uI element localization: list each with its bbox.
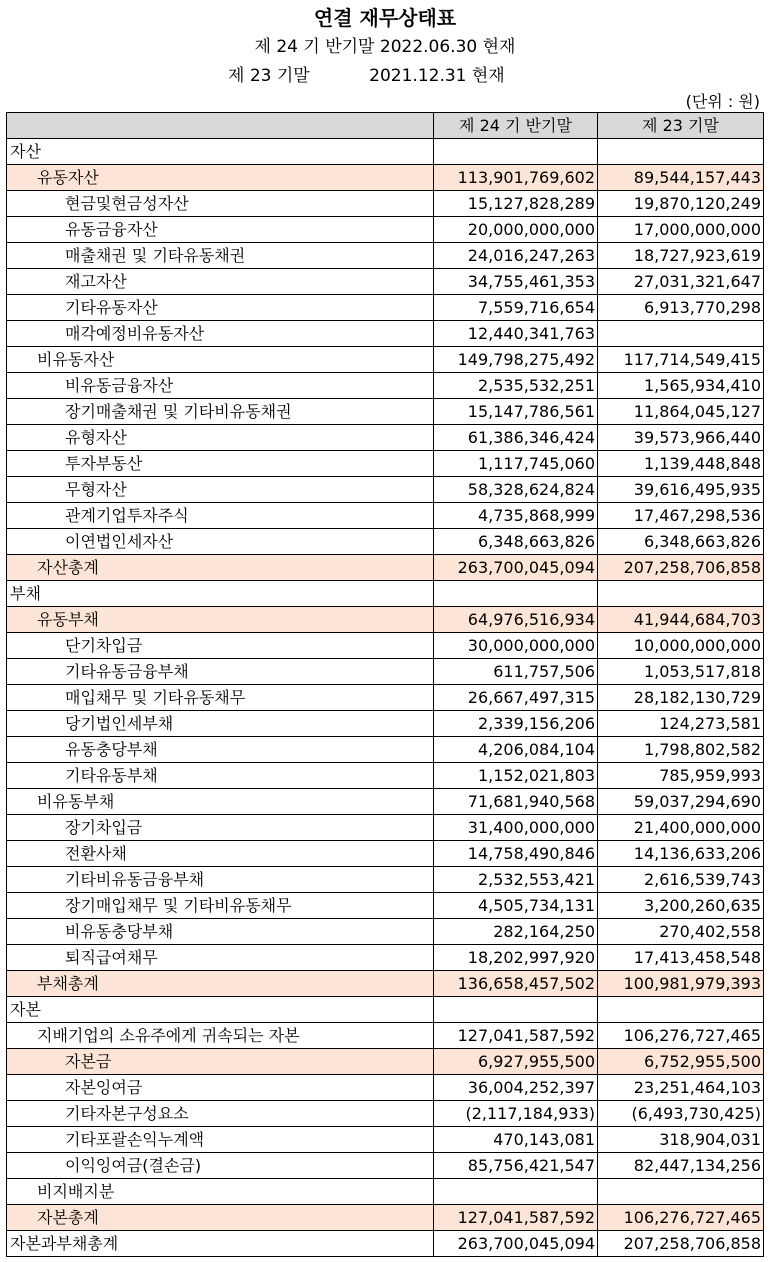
prior-period-value: 124,273,581 — [598, 711, 764, 737]
prior-period-value: 14,136,633,206 — [598, 841, 764, 867]
account-label: 기타유동자산 — [7, 295, 434, 321]
account-label: 장기매출채권 및 기타비유동채권 — [7, 399, 434, 425]
current-period-value: 15,147,786,561 — [434, 399, 598, 425]
prior-period-value: 106,276,727,465 — [598, 1023, 764, 1049]
account-label: 기타유동부채 — [7, 763, 434, 789]
prior-period-value: 17,467,298,536 — [598, 503, 764, 529]
column-header-account — [7, 113, 434, 139]
table-row — [7, 815, 764, 841]
current-period-value: 149,798,275,492 — [434, 347, 598, 373]
prior-period-value — [598, 321, 764, 347]
account-label: 유동충당부채 — [7, 737, 434, 763]
table-row — [7, 347, 764, 373]
account-label: 투자부동산 — [7, 451, 434, 477]
current-period-value: 127,041,587,592 — [434, 1023, 598, 1049]
account-label: 자산총계 — [7, 555, 434, 581]
account-label: 재고자산 — [7, 269, 434, 295]
account-label: 자본 — [7, 997, 434, 1023]
current-period-value — [434, 997, 598, 1023]
current-period-value: 2,532,553,421 — [434, 867, 598, 893]
table-row — [7, 451, 764, 477]
table-row — [7, 685, 764, 711]
prior-period-value: 18,727,923,619 — [598, 243, 764, 269]
account-label: 매각예정비유동자산 — [7, 321, 434, 347]
account-label: 비유동자산 — [7, 347, 434, 373]
prior-period-value: 17,000,000,000 — [598, 217, 764, 243]
table-row — [7, 503, 764, 529]
account-label: 유동금융자산 — [7, 217, 434, 243]
prior-period-value: 19,870,120,249 — [598, 191, 764, 217]
prior-period-value: 59,037,294,690 — [598, 789, 764, 815]
account-label: 장기차입금 — [7, 815, 434, 841]
prior-period-value: 6,913,770,298 — [598, 295, 764, 321]
unit-label: (단위 : 원) — [685, 92, 760, 111]
current-period-value: 127,041,587,592 — [434, 1205, 598, 1231]
current-period-value: 15,127,828,289 — [434, 191, 598, 217]
account-label: 매출채권 및 기타유동채권 — [7, 243, 434, 269]
prior-period-value: 39,616,495,935 — [598, 477, 764, 503]
current-period-value: 263,700,045,094 — [434, 1231, 598, 1257]
prior-period-value: 207,258,706,858 — [598, 1231, 764, 1257]
table-row — [7, 529, 764, 555]
account-label: 부채 — [7, 581, 434, 607]
current-period-value: (2,117,184,933) — [434, 1101, 598, 1127]
current-period-value: 36,004,252,397 — [434, 1075, 598, 1101]
table-row — [7, 971, 764, 997]
table-row — [7, 217, 764, 243]
account-label: 장기매입채무 및 기타비유동채무 — [7, 893, 434, 919]
account-label: 유형자산 — [7, 425, 434, 451]
prior-period-value: 100,981,979,393 — [598, 971, 764, 997]
account-label: 매입채무 및 기타유동채무 — [7, 685, 434, 711]
current-period-value: 470,143,081 — [434, 1127, 598, 1153]
current-period-value: 24,016,247,263 — [434, 243, 598, 269]
account-label: 비지배지분 — [7, 1179, 434, 1205]
account-label: 관계기업투자주식 — [7, 503, 434, 529]
prior-period-value: 27,031,321,647 — [598, 269, 764, 295]
table-row — [7, 607, 764, 633]
current-period-value: 2,535,532,251 — [434, 373, 598, 399]
table-row — [7, 191, 764, 217]
account-label: 자산 — [7, 139, 434, 165]
prior-period-value: 1,565,934,410 — [598, 373, 764, 399]
prior-period-value: 1,798,802,582 — [598, 737, 764, 763]
table-body — [7, 139, 764, 1257]
account-label: 자본잉여금 — [7, 1075, 434, 1101]
account-label: 자본금 — [7, 1049, 434, 1075]
table-row — [7, 1049, 764, 1075]
current-period-value: 6,348,663,826 — [434, 529, 598, 555]
prior-period-value: 6,348,663,826 — [598, 529, 764, 555]
current-period-value: 4,735,868,999 — [434, 503, 598, 529]
table-row — [7, 1075, 764, 1101]
current-period-value: 26,667,497,315 — [434, 685, 598, 711]
prior-period-value: 23,251,464,103 — [598, 1075, 764, 1101]
prior-period-value: 17,413,458,548 — [598, 945, 764, 971]
current-period-value: 12,440,341,763 — [434, 321, 598, 347]
current-period-value — [434, 1179, 598, 1205]
statement-title: 연결 재무상태표 — [313, 6, 457, 30]
table-row — [7, 1231, 764, 1257]
current-period-value: 7,559,716,654 — [434, 295, 598, 321]
current-period-value — [434, 581, 598, 607]
prior-period-value: 82,447,134,256 — [598, 1153, 764, 1179]
table-row — [7, 1153, 764, 1179]
current-period-value: 1,117,745,060 — [434, 451, 598, 477]
prior-period-value — [598, 997, 764, 1023]
prior-period-value — [598, 581, 764, 607]
column-header-prior: 제 23 기말 — [598, 113, 764, 139]
account-label: 자본과부채총계 — [7, 1231, 434, 1257]
prior-period-value: 41,944,684,703 — [598, 607, 764, 633]
table-row — [7, 581, 764, 607]
account-label: 이익잉여금(결손금) — [7, 1153, 434, 1179]
table-row — [7, 243, 764, 269]
current-period-value: 263,700,045,094 — [434, 555, 598, 581]
current-period-value: 611,757,506 — [434, 659, 598, 685]
table-row — [7, 295, 764, 321]
current-period-value: 20,000,000,000 — [434, 217, 598, 243]
current-period-value: 61,386,346,424 — [434, 425, 598, 451]
current-period-value: 71,681,940,568 — [434, 789, 598, 815]
account-label: 기타유동금융부채 — [7, 659, 434, 685]
prior-period-value: 39,573,966,440 — [598, 425, 764, 451]
column-header-current: 제 24 기 반기말 — [434, 113, 598, 139]
prior-period-value: 28,182,130,729 — [598, 685, 764, 711]
account-label: 현금및현금성자산 — [7, 191, 434, 217]
current-period-value: 31,400,000,000 — [434, 815, 598, 841]
current-period-value: 4,505,734,131 — [434, 893, 598, 919]
prior-period-value: 785,959,993 — [598, 763, 764, 789]
prior-period-value — [598, 139, 764, 165]
table-row — [7, 425, 764, 451]
account-label: 기타자본구성요소 — [7, 1101, 434, 1127]
prior-period-value: 3,200,260,635 — [598, 893, 764, 919]
prior-period-value: 318,904,031 — [598, 1127, 764, 1153]
table-row — [7, 1179, 764, 1205]
account-label: 전환사채 — [7, 841, 434, 867]
current-period-value: 64,976,516,934 — [434, 607, 598, 633]
current-period-value: 2,339,156,206 — [434, 711, 598, 737]
current-period-value — [434, 139, 598, 165]
account-label: 무형자산 — [7, 477, 434, 503]
table-row — [7, 1127, 764, 1153]
current-period-value: 58,328,624,824 — [434, 477, 598, 503]
table-row — [7, 789, 764, 815]
table-row — [7, 373, 764, 399]
table-row — [7, 139, 764, 165]
account-label: 기타비유동금융부채 — [7, 867, 434, 893]
account-label: 당기법인세부채 — [7, 711, 434, 737]
prior-period-value: 21,400,000,000 — [598, 815, 764, 841]
prior-period-value: 11,864,045,127 — [598, 399, 764, 425]
prior-period-value: 1,053,517,818 — [598, 659, 764, 685]
prior-period-value: 270,402,558 — [598, 919, 764, 945]
prior-period-value — [598, 1179, 764, 1205]
account-label: 이연법인세자산 — [7, 529, 434, 555]
account-label: 지배기업의 소유주에게 귀속되는 자본 — [7, 1023, 434, 1049]
account-label: 부채총계 — [7, 971, 434, 997]
current-period-value: 18,202,997,920 — [434, 945, 598, 971]
account-label: 비유동금융자산 — [7, 373, 434, 399]
balance-sheet-table — [6, 112, 764, 1257]
account-label: 비유동충당부채 — [7, 919, 434, 945]
table-row — [7, 867, 764, 893]
table-row — [7, 763, 764, 789]
table-row — [7, 737, 764, 763]
account-label: 기타포괄손익누계액 — [7, 1127, 434, 1153]
table-row — [7, 841, 764, 867]
current-period-value: 34,755,461,353 — [434, 269, 598, 295]
table-row — [7, 1205, 764, 1231]
table-row — [7, 1101, 764, 1127]
prior-period-value: 6,752,955,500 — [598, 1049, 764, 1075]
account-label: 유동자산 — [7, 165, 434, 191]
table-row — [7, 555, 764, 581]
prior-period-value: 106,276,727,465 — [598, 1205, 764, 1231]
current-period-value: 136,658,457,502 — [434, 971, 598, 997]
account-label: 단기차입금 — [7, 633, 434, 659]
prior-period-value: 89,544,157,443 — [598, 165, 764, 191]
current-period-value: 30,000,000,000 — [434, 633, 598, 659]
current-period-value: 14,758,490,846 — [434, 841, 598, 867]
table-row — [7, 893, 764, 919]
account-label: 유동부채 — [7, 607, 434, 633]
prior-period-value: 2,616,539,743 — [598, 867, 764, 893]
current-period-value: 1,152,021,803 — [434, 763, 598, 789]
current-period-value: 4,206,084,104 — [434, 737, 598, 763]
prior-period-value: 117,714,549,415 — [598, 347, 764, 373]
prior-period-value: (6,493,730,425) — [598, 1101, 764, 1127]
table-row — [7, 659, 764, 685]
prior-period-value: 1,139,448,848 — [598, 451, 764, 477]
table-row — [7, 919, 764, 945]
table-row — [7, 399, 764, 425]
table-row — [7, 1023, 764, 1049]
current-period-value: 282,164,250 — [434, 919, 598, 945]
table-row — [7, 633, 764, 659]
prior-period-label: 제 23 기말 2021.12.31 현재 — [228, 66, 505, 86]
table-row — [7, 165, 764, 191]
current-period-label: 제 24 기 반기말 2022.06.30 현재 — [254, 37, 516, 57]
prior-period-value: 10,000,000,000 — [598, 633, 764, 659]
table-header-row — [7, 113, 764, 139]
current-period-value: 85,756,421,547 — [434, 1153, 598, 1179]
table-row — [7, 945, 764, 971]
table-row — [7, 269, 764, 295]
account-label: 자본총계 — [7, 1205, 434, 1231]
prior-period-value: 207,258,706,858 — [598, 555, 764, 581]
table-row — [7, 711, 764, 737]
table-row — [7, 997, 764, 1023]
table-row — [7, 477, 764, 503]
statement-header — [0, 0, 770, 112]
table-row — [7, 321, 764, 347]
current-period-value: 6,927,955,500 — [434, 1049, 598, 1075]
current-period-value: 113,901,769,602 — [434, 165, 598, 191]
account-label: 퇴직급여채무 — [7, 945, 434, 971]
account-label: 비유동부채 — [7, 789, 434, 815]
